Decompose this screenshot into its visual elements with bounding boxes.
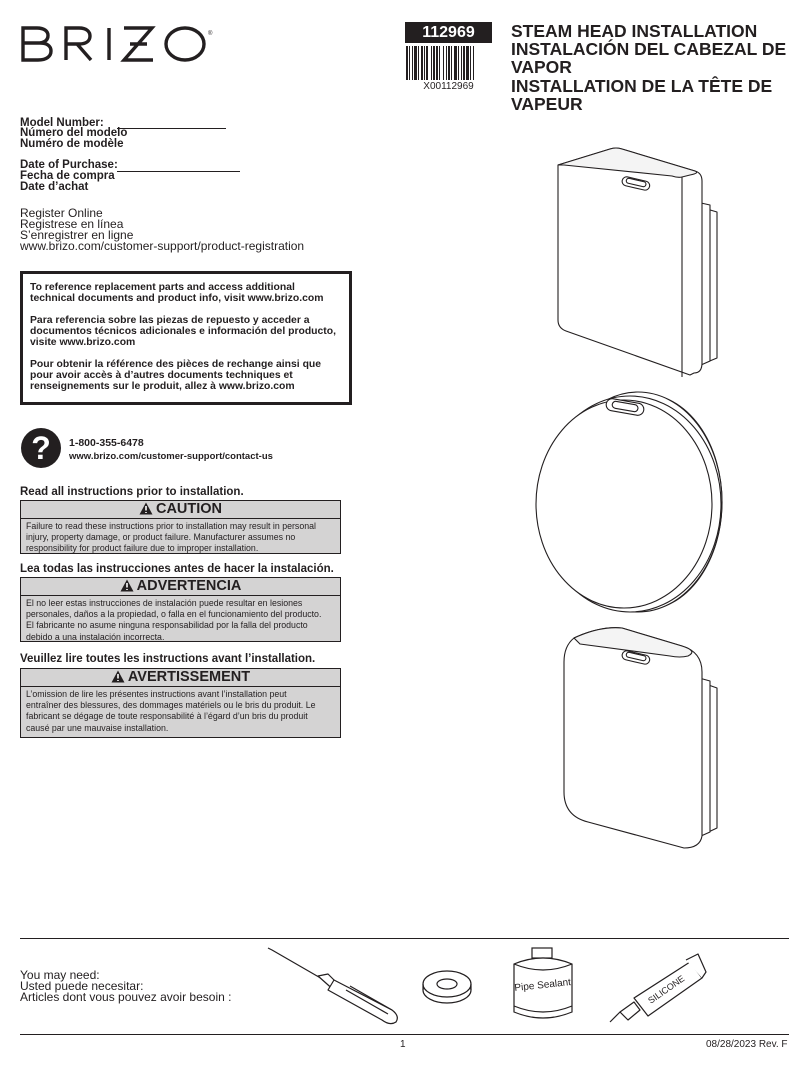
- warning-icon: [120, 579, 134, 592]
- barcode-bar: [406, 46, 408, 80]
- divider-top: [20, 938, 789, 939]
- avertissement-title: AVERTISSEMENT: [127, 669, 251, 685]
- contact-link[interactable]: www.brizo.com/customer-support/contact-us: [69, 451, 273, 462]
- revision-date: 08/28/2023 Rev. F: [706, 1039, 788, 1050]
- barcode-bar: [436, 46, 438, 80]
- divider-bottom: [20, 1034, 789, 1035]
- model-number-label-es: Número del modelo: [20, 127, 128, 139]
- caution-line: injury, property damage, or product failure. Manufacturer assumes no: [26, 532, 296, 543]
- barcode-bar: [446, 46, 447, 80]
- round-steam-head-illustration: [532, 388, 730, 620]
- barcode-bar: [409, 46, 410, 80]
- title-line-1: STEAM HEAD INSTALLATION: [511, 21, 758, 41]
- advertencia-line: El fabricante no asume ninguna responsabilidad por la falla del producto: [26, 620, 308, 631]
- barcode-bar: [466, 46, 469, 80]
- model-number-label: Model Number:: [20, 117, 104, 129]
- advertencia-line: debido a una instalación incorrecta.: [26, 631, 165, 642]
- title-line-2: INSTALACIÓN DEL CABEZAL DE: [511, 39, 787, 59]
- caution-title: CAUTION: [155, 501, 223, 517]
- caution-box: [20, 500, 341, 554]
- caution-line: Failure to read these instructions prior to installation may result in personal: [26, 521, 316, 531]
- register-online-fr: S’enregistrer en ligne: [20, 228, 134, 242]
- silicone-tube-icon: [606, 950, 708, 1030]
- barcode-bar: [473, 46, 474, 80]
- reference-text-es: Para referencia sobre las piezas de repuesto y acceder a documentos técnicos adicionales e información del producto, visite www.brizo.com: [30, 315, 337, 348]
- reference-text-en: To reference replacement parts and access additional technical documents and product info, visit www.brizo.com: [30, 282, 324, 304]
- warning-icon: [139, 502, 153, 515]
- barcode-bar: [461, 46, 462, 80]
- silicone-label: SILICONE: [646, 973, 687, 1006]
- title-line-3: VAPOR: [511, 57, 572, 77]
- barcode-bar: [418, 46, 419, 80]
- register-online: Register Online: [20, 206, 103, 220]
- caution-title-bar: [21, 501, 340, 519]
- page-number: 1: [400, 1039, 406, 1050]
- avertissement-box: [20, 668, 341, 738]
- avertissement-body: [21, 687, 340, 734]
- caution-body: [21, 519, 340, 555]
- avertissement-title-bar: [21, 669, 340, 687]
- help-icon: ?: [21, 428, 61, 468]
- warning-icon: [111, 670, 125, 683]
- barcode-bar: [454, 46, 457, 80]
- barcode-bar: [414, 46, 417, 80]
- purchase-date-label-es: Fecha de compra: [20, 170, 115, 182]
- avertissement-line: entraîner des blessures, des dommages matériels ou le bris du produit. Le: [26, 700, 316, 711]
- barcode-bar: [424, 46, 425, 80]
- barcode-text: X00112969: [423, 81, 474, 92]
- barcode-bar: [426, 46, 428, 80]
- you-may-need-en: You may need:: [20, 968, 100, 982]
- barcode-bar: [421, 46, 423, 80]
- svg-text:®: ®: [208, 31, 213, 37]
- barcode-bar: [458, 46, 459, 80]
- reference-text-fr: Pour obtenir la référence des pièces de rechange ainsi que pour avoir accès à d’autres documents techniques et renseignements sur le produit, allez à www.brizo.com: [30, 359, 322, 392]
- barcode-bar: [448, 46, 450, 80]
- title-line-5: VAPEUR: [511, 94, 583, 114]
- advertencia-line: El no leer estas instrucciones de instalación puede resultar en lesiones: [26, 598, 303, 608]
- phone-number[interactable]: 1-800-355-6478: [69, 437, 144, 449]
- barcode-bar: [463, 46, 465, 80]
- purchase-date-label: Date of Purchase:: [20, 159, 118, 171]
- title-line-4: INSTALLATION DE LA TÊTE DE: [511, 76, 773, 96]
- part-number-badge: 112969: [405, 22, 492, 43]
- you-may-need-fr: Articles dont vous pouvez avoir besoin :: [20, 990, 232, 1004]
- avertissement-line: fabricant se dégage de toute responsabilité à l’égard d’un bris du produit: [26, 711, 308, 722]
- read-heading-fr: Veuillez lire toutes les instructions avant l’installation.: [20, 653, 316, 665]
- barcode-bar: [439, 46, 440, 80]
- advertencia-line: personales, daños a la propiedad, o falla en el funcionamiento del producto.: [26, 609, 322, 620]
- purchase-date-label-fr: Date d’achat: [20, 181, 89, 193]
- model-number-field[interactable]: [117, 128, 226, 129]
- barcode: [405, 46, 492, 80]
- advertencia-body: [21, 596, 340, 643]
- register-online-es: Registrese en línea: [20, 217, 124, 231]
- barcode-bar: [443, 46, 444, 80]
- screwdriver-icon: [266, 946, 416, 1026]
- advertencia-title-bar: [21, 578, 340, 596]
- reference-box: [20, 271, 352, 405]
- barcode-bar: [470, 46, 471, 80]
- registration-link[interactable]: www.brizo.com/customer-support/product-registration: [20, 239, 305, 253]
- pipe-sealant-label: Pipe Sealant: [513, 977, 572, 994]
- avertissement-line: L’omission de lire les présentes instructions avant l’installation peut: [26, 689, 287, 699]
- barcode-bar: [451, 46, 452, 80]
- caution-line: responsibility for product failure due to improper installation.: [26, 543, 259, 554]
- square-steam-head-illustration: [540, 145, 730, 385]
- pipe-sealant-can-icon: [510, 946, 578, 1024]
- purchase-date-field[interactable]: [117, 171, 240, 172]
- barcode-bar: [412, 46, 413, 80]
- barcode-bar: [431, 46, 432, 80]
- read-heading-es: Lea todas las instrucciones antes de hacer la instalación.: [20, 563, 334, 575]
- thread-tape-icon: [420, 964, 476, 1006]
- model-number-label-fr: Numéro de modèle: [20, 138, 124, 150]
- read-heading-en: Read all instructions prior to installation.: [20, 486, 244, 498]
- advertencia-box: [20, 577, 341, 642]
- barcode-bar: [433, 46, 435, 80]
- you-may-need-es: Usted puede necesitar:: [20, 979, 144, 993]
- avertissement-line: causé par une mauvaise installation.: [26, 722, 169, 733]
- curved-square-steam-head-illustration: [540, 622, 730, 854]
- brizo-logo: [20, 26, 220, 62]
- advertencia-title: ADVERTENCIA: [136, 578, 242, 594]
